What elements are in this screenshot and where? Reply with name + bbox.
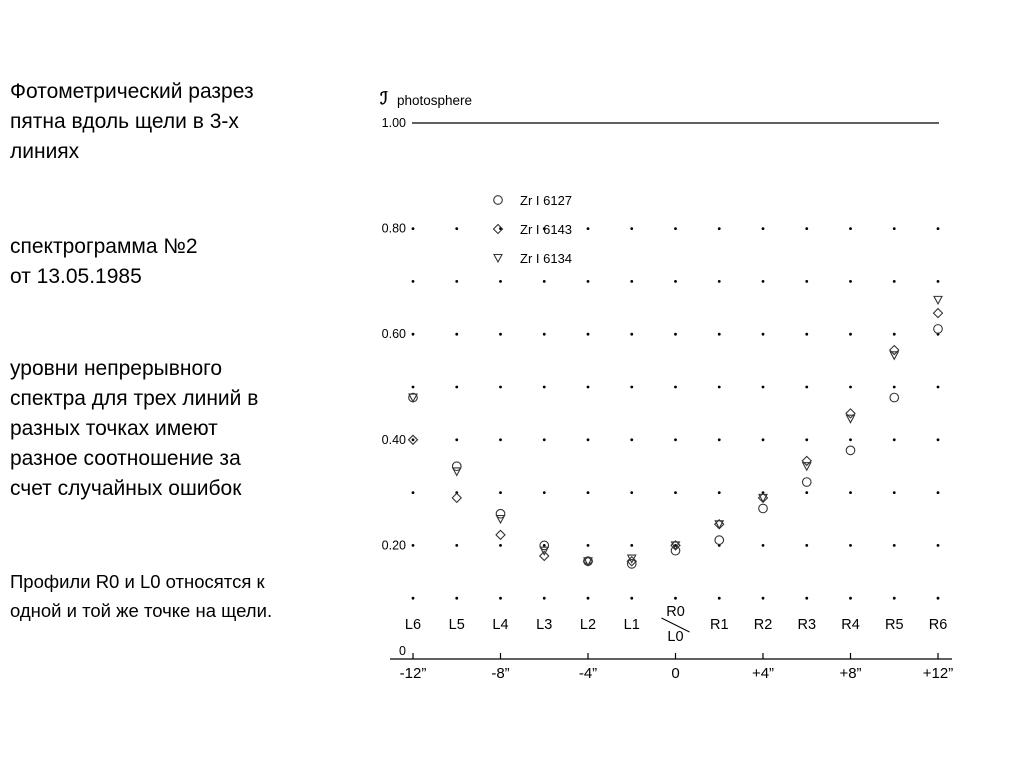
- grid-dot: [805, 280, 808, 283]
- grid-dot: [674, 491, 677, 494]
- triangle-down-marker: [934, 296, 942, 304]
- grid-dot: [630, 544, 633, 547]
- grid-dot: [762, 544, 765, 547]
- grid-dot: [674, 333, 677, 336]
- grid-dot: [849, 227, 852, 230]
- grid-dot: [587, 333, 590, 336]
- position-labels: [405, 604, 947, 645]
- grid-dot: [499, 597, 502, 600]
- grid-dot: [674, 227, 677, 230]
- grid-dot: [718, 438, 721, 441]
- position-label: R1: [709, 617, 729, 633]
- grid-dot: [893, 597, 896, 600]
- x-tick-label: -8”: [491, 665, 510, 682]
- diamond-marker: [540, 551, 549, 560]
- grid-dot: [543, 438, 546, 441]
- grid-dot: [849, 438, 852, 441]
- diamond-marker: [934, 309, 943, 318]
- diamond-marker: [496, 530, 505, 539]
- grid-dot: [805, 491, 808, 494]
- grid-dot: [937, 491, 940, 494]
- grid-dot: [412, 491, 415, 494]
- y-axis-label: [380, 89, 472, 108]
- y-axis-symbol: ℐ: [380, 89, 388, 108]
- grid-dot: [630, 227, 633, 230]
- y-axis-title: photosphere: [397, 93, 473, 108]
- circle-marker: [934, 325, 943, 334]
- grid-dot: [543, 597, 546, 600]
- position-label: L6: [404, 617, 422, 633]
- y-tick-label: 0.60: [381, 327, 406, 342]
- grid-dot: [630, 491, 633, 494]
- grid-dot: [455, 280, 458, 283]
- legend-circle-marker: [494, 196, 503, 205]
- triangle-down-marker: [453, 468, 461, 476]
- triangle-down-marker: [890, 352, 898, 360]
- grid-dot: [587, 386, 590, 389]
- grid-dot: [630, 386, 633, 389]
- grid-dot: [762, 438, 765, 441]
- grid-dot: [455, 597, 458, 600]
- title-text: Фотометрический разрез пятна вдоль щели в 3-х линиях: [10, 80, 254, 163]
- legend-triangle-down-marker: [494, 255, 502, 263]
- grid-dot: [893, 333, 896, 336]
- grid-dot: [455, 438, 458, 441]
- position-label: R2: [753, 617, 773, 633]
- grid-dot: [412, 438, 415, 441]
- position-label: L5: [448, 617, 465, 633]
- grid-dot: [937, 597, 940, 600]
- grid-dot: [455, 386, 458, 389]
- y-tick-label: 1.00: [381, 116, 406, 130]
- circle-marker: [671, 546, 680, 555]
- grid-dot: [587, 227, 590, 230]
- grid-dot: [455, 544, 458, 547]
- grid-dot: [893, 386, 896, 389]
- grid-dot: [587, 491, 590, 494]
- grid-dot: [630, 438, 633, 441]
- grid-dot: [805, 438, 808, 441]
- grid-dot: [543, 333, 546, 336]
- circle-marker: [890, 393, 899, 402]
- grid-dot: [937, 438, 940, 441]
- grid-dot: [587, 544, 590, 547]
- grid-dot: [630, 597, 633, 600]
- grid-dot: [674, 386, 677, 389]
- grid-dot: [499, 438, 502, 441]
- grid-dot: [412, 333, 415, 336]
- circle-marker: [759, 504, 768, 513]
- x-tick-label: +12”: [922, 665, 954, 682]
- profiles-note-text: Профили R0 и L0 относятся к одной и той же точке на щели.: [10, 571, 273, 621]
- grid-dot: [543, 491, 546, 494]
- grid-dot: [849, 386, 852, 389]
- x-tick-label: +8”: [839, 665, 862, 682]
- spectrogram-text: спектрограмма №2 от 13.05.1985: [10, 235, 198, 288]
- triangle-down-marker: [759, 494, 767, 502]
- grid-dot: [499, 333, 502, 336]
- grid-dot: [805, 227, 808, 230]
- grid-dot: [630, 280, 633, 283]
- circle-marker: [715, 536, 724, 545]
- y-axis-ticks: [382, 116, 406, 658]
- grid-dot: [718, 491, 721, 494]
- legend-label: Zr I 6134: [520, 251, 573, 266]
- center-label-top: R0: [666, 604, 685, 620]
- grid-dot: [805, 386, 808, 389]
- data-markers: [409, 296, 943, 568]
- y-tick-label: 0.40: [381, 432, 406, 447]
- position-label: R5: [884, 617, 904, 633]
- grid-dot: [499, 280, 502, 283]
- grid-dot: [805, 597, 808, 600]
- grid-dot: [674, 438, 677, 441]
- grid-dot: [762, 333, 765, 336]
- grid-dot: [718, 386, 721, 389]
- legend-label: Zr I 6143: [520, 222, 573, 237]
- y-tick-label: 0.80: [381, 221, 406, 236]
- position-label: L2: [579, 617, 597, 633]
- grid-dot: [893, 280, 896, 283]
- grid-dot: [412, 227, 415, 230]
- grid-dot: [412, 597, 415, 600]
- grid-dot: [762, 386, 765, 389]
- legend: [494, 193, 573, 266]
- x-tick-label: 0: [671, 665, 680, 682]
- triangle-down-marker: [803, 463, 811, 471]
- grid-dot: [587, 438, 590, 441]
- grid-dot: [455, 333, 458, 336]
- grid-dot: [849, 333, 852, 336]
- dotted-grid: [412, 123, 940, 600]
- grid-dot: [587, 280, 590, 283]
- center-label-bottom: L0: [667, 629, 684, 645]
- triangle-down-marker: [497, 516, 505, 524]
- circle-marker: [802, 478, 811, 487]
- legend-label: Zr I 6127: [520, 193, 573, 208]
- grid-dot: [674, 597, 677, 600]
- photometric-profile-chart: [360, 80, 1000, 700]
- grid-dot: [849, 491, 852, 494]
- grid-dot: [412, 386, 415, 389]
- position-label: R4: [841, 617, 860, 633]
- grid-dot: [805, 333, 808, 336]
- grid-dot: [762, 597, 765, 600]
- grid-dot: [762, 227, 765, 230]
- position-label: L1: [623, 617, 640, 633]
- grid-dot: [412, 280, 415, 283]
- x-tick-label: -4”: [578, 665, 598, 682]
- grid-dot: [937, 544, 940, 547]
- grid-dot: [499, 491, 502, 494]
- grid-dot: [412, 544, 415, 547]
- grid-dot: [455, 227, 458, 230]
- grid-dot: [937, 280, 940, 283]
- grid-dot: [893, 544, 896, 547]
- circle-marker: [627, 560, 636, 569]
- grid-dot: [805, 544, 808, 547]
- grid-dot: [893, 227, 896, 230]
- grid-dot: [543, 386, 546, 389]
- grid-dot: [499, 386, 502, 389]
- grid-dot: [718, 227, 721, 230]
- continuum-levels-text: уровни непрерывного спектра для трех линий в разных точках имеют разное соотношение за счет случайных ошибок: [10, 357, 259, 500]
- diamond-marker: [452, 493, 461, 502]
- grid-dot: [937, 386, 940, 389]
- circle-marker: [846, 446, 855, 455]
- grid-dot: [893, 438, 896, 441]
- position-label: R6: [928, 617, 948, 633]
- position-label: R3: [797, 617, 817, 633]
- grid-dot: [499, 544, 502, 547]
- triangle-down-marker: [715, 521, 723, 529]
- y-tick-label: 0: [399, 644, 406, 658]
- grid-dot: [849, 597, 852, 600]
- y-tick-label: 0.20: [381, 538, 406, 553]
- grid-dot: [718, 333, 721, 336]
- grid-dot: [762, 280, 765, 283]
- grid-dot: [630, 333, 633, 336]
- x-tick-label: +4”: [751, 665, 775, 682]
- grid-dot: [937, 227, 940, 230]
- x-tick-label: -12”: [399, 665, 427, 682]
- position-label: L3: [536, 617, 553, 633]
- x-axis: [390, 653, 953, 682]
- grid-dot: [718, 597, 721, 600]
- grid-dot: [587, 597, 590, 600]
- position-label: L4: [492, 617, 509, 633]
- grid-dot: [718, 280, 721, 283]
- triangle-down-marker: [847, 415, 855, 423]
- grid-dot: [674, 280, 677, 283]
- grid-dot: [849, 280, 852, 283]
- grid-dot: [543, 544, 546, 547]
- grid-dot: [893, 491, 896, 494]
- grid-dot: [543, 280, 546, 283]
- grid-dot: [849, 544, 852, 547]
